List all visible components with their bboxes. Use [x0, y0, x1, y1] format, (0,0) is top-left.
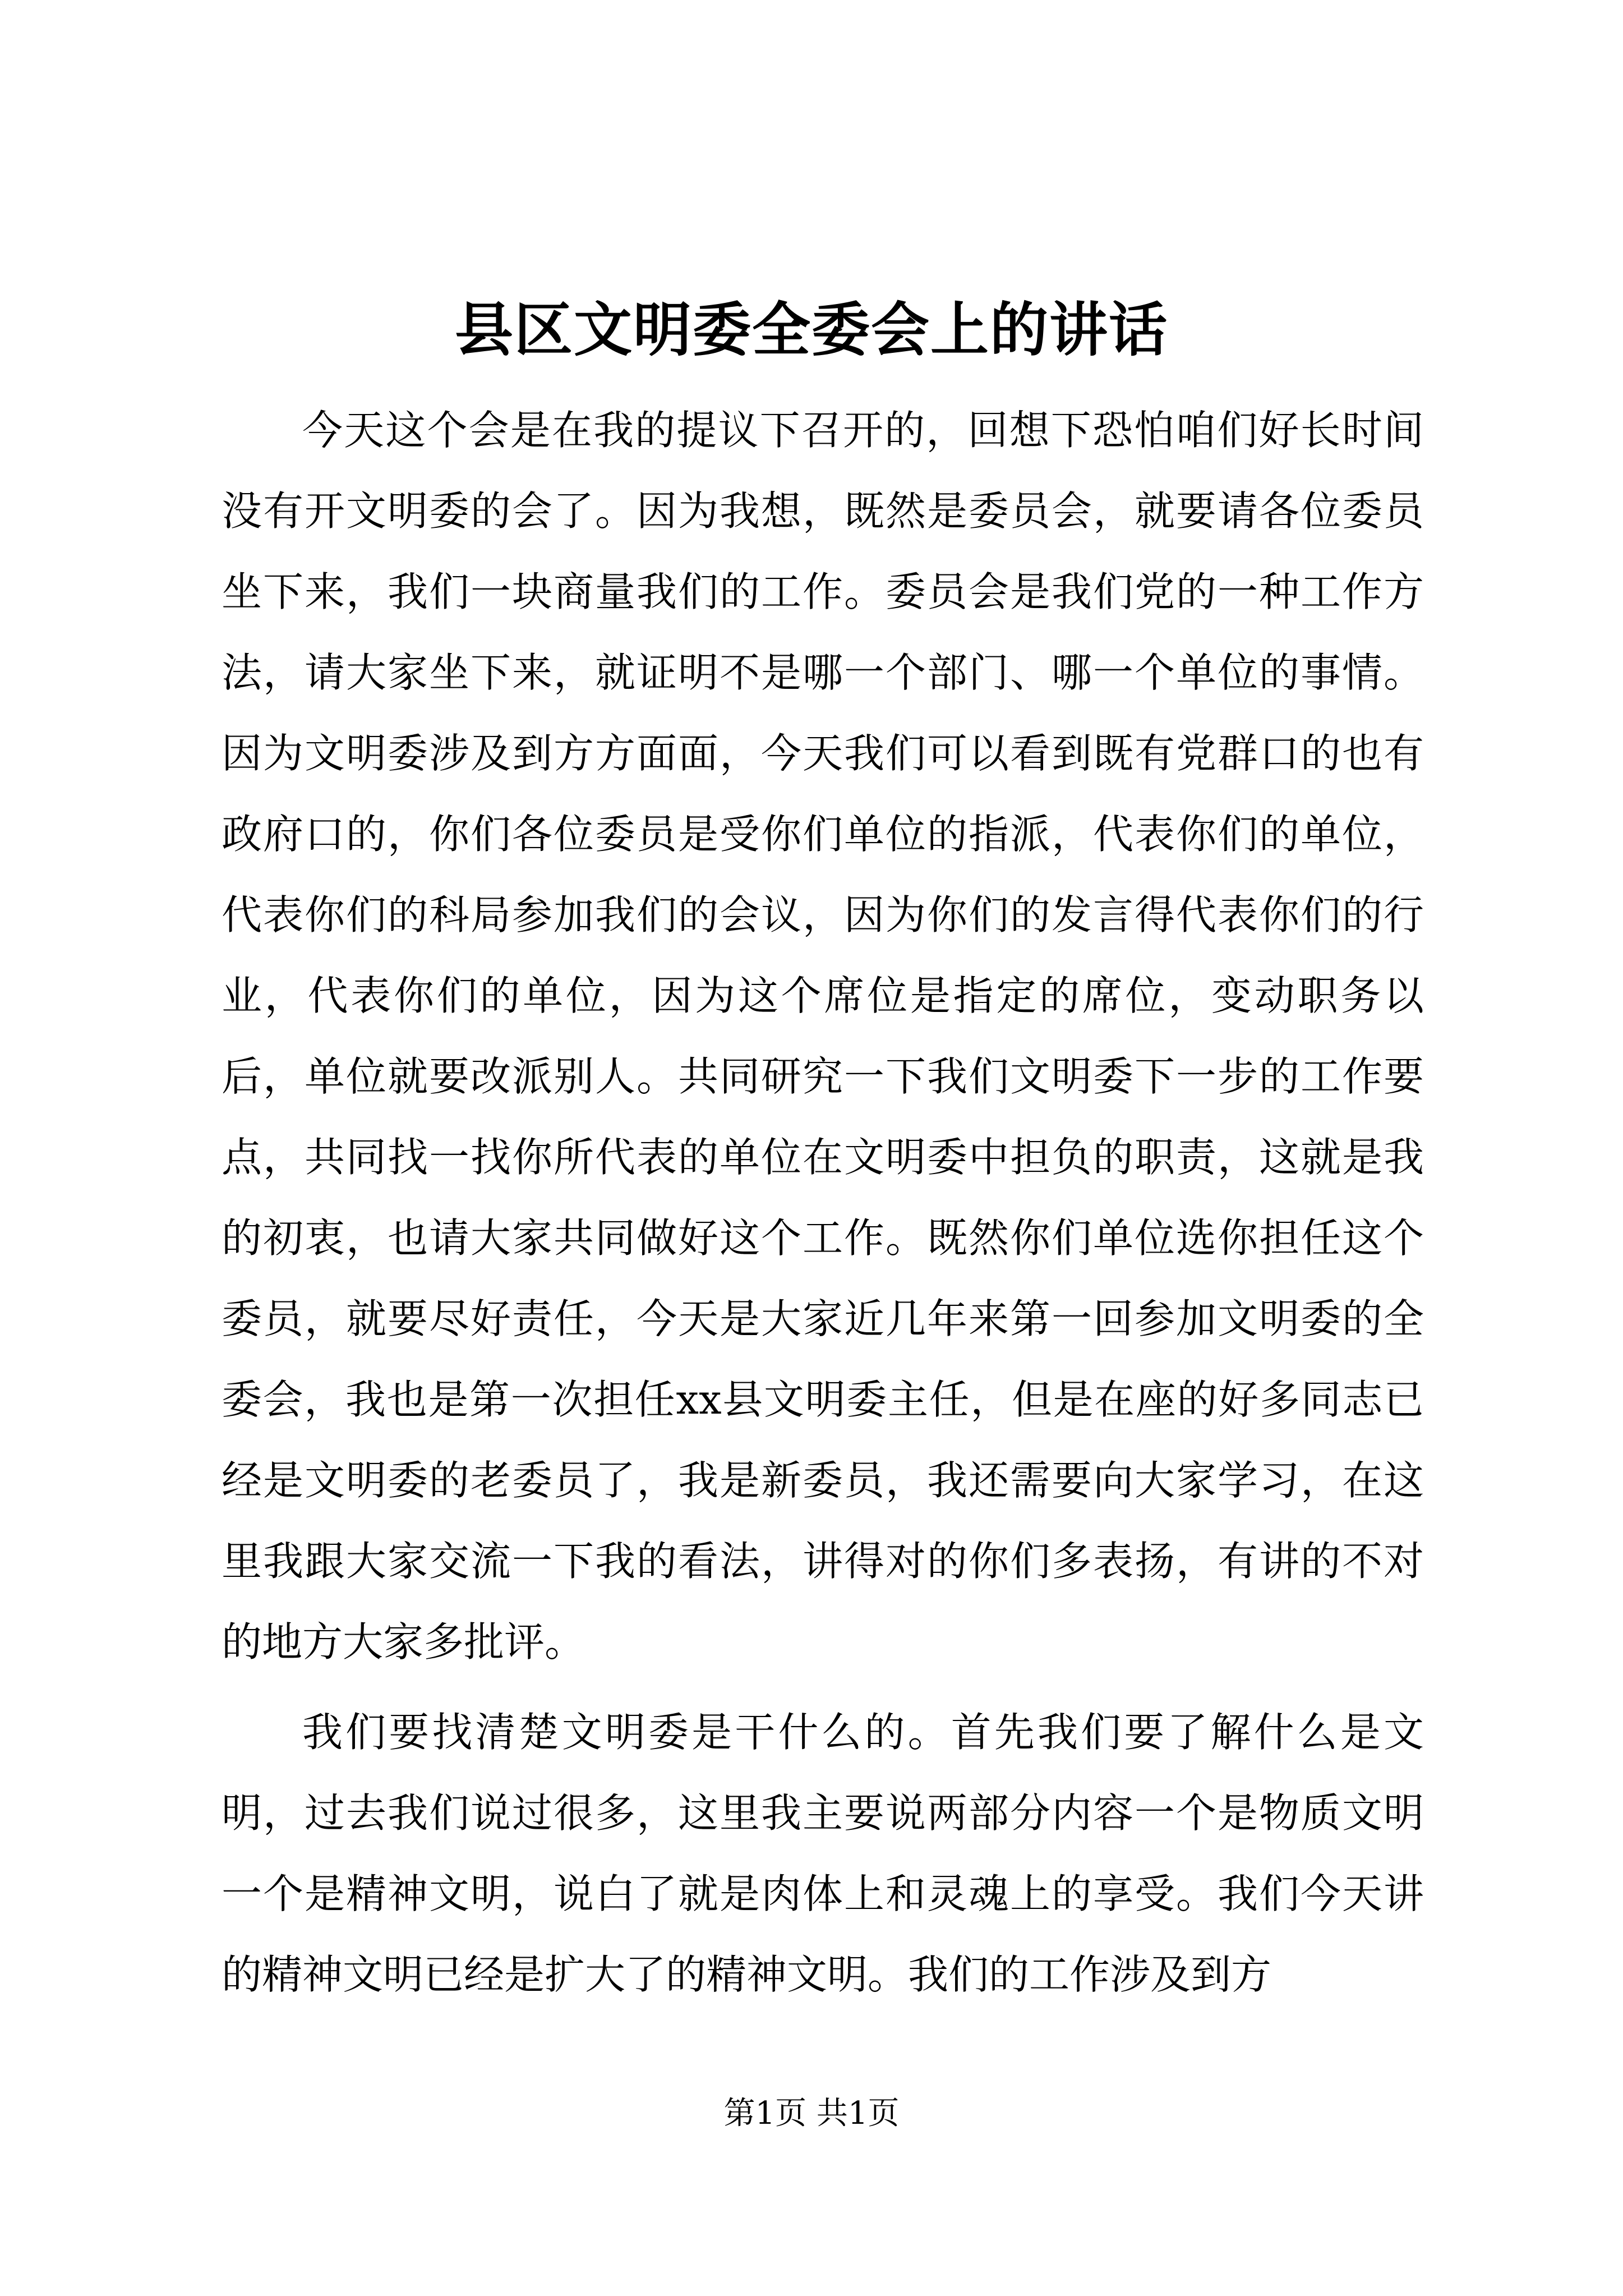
body-paragraph-2: 我们要找清楚文明委是干什么的。首先我们要了解什么是文明，过去我们说过很多，这里我主要说两部分内容一个是物质文明一个是精神文明，说白了就是肉体上和灵魂上的享受。我们今天讲的精神文明已经是扩大了的精神文明。我们的工作涉及到方 — [222, 1709, 1424, 1998]
page-footer: 第1页 共1页 — [723, 2095, 900, 2132]
document-title: 县区文明委全委会上的讲话 — [454, 295, 1168, 364]
document-body — [222, 390, 1424, 2015]
body-paragraph-1: 今天这个会是在我的提议下召开的，回想下恐怕咱们好长时间没有开文明委的会了。因为我想，既然是委员会，就要请各位委员坐下来，我们一块商量我们的工作。委员会是我们党的一种工作方法，请大家坐下来，就证明不是哪一个部门、哪一个单位的事情。因为文明委涉及到方方面面，今天我们可以看到既有党群口的也有政府口的，你们各位委员是受你们单位的指派，代表你们的单位，代表你们的科局参加我们的会议，因为你们的发言得代表你们的行业，代表你们的单位，因为这个席位是指定的席位，变动职务以后，单位就要改派别人。共同研究一下我们文明委下一步的工作要点，共同找一找你所代表的单位在文明委中担负的职责，这就是我的初衷，也请大家共同做好这个工作。既然你们单位选你担任这个委员，就要尽好责任，今天是大家近几年来第一回参加文明委的全委会，我也是第一次担任xx县文明委主任，但是在座的好多同志已经是文明委的老委员了，我是新委员，我还需要向大家学习，在这里我跟大家交流一下我的看法，讲得对的你们多表扬，有讲的不对的地方大家多批评。 — [222, 407, 1424, 1665]
